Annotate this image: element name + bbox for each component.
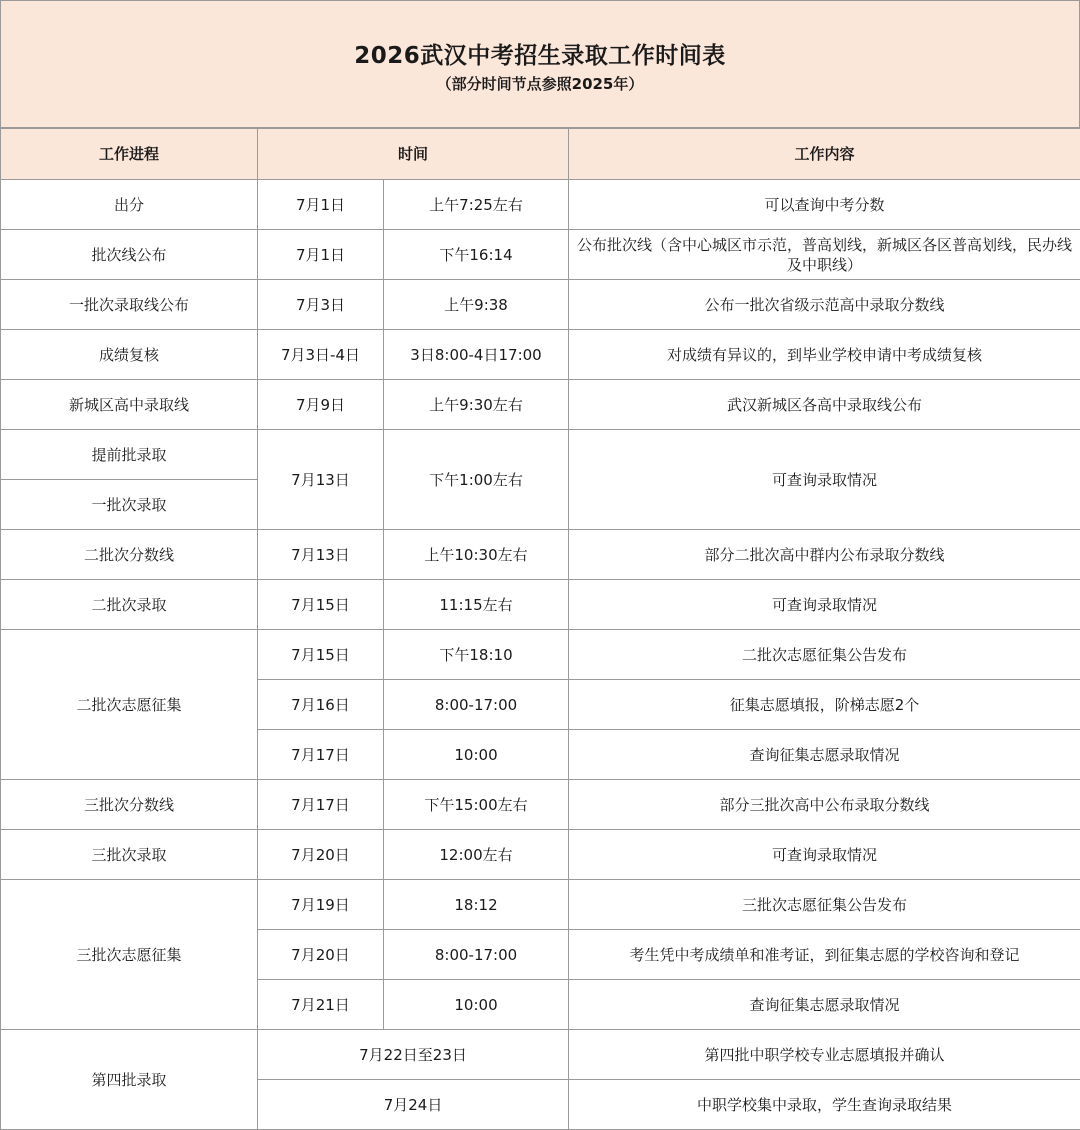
table-row <box>1 280 1080 330</box>
content-cell: 可以查询中考分数 <box>569 180 1080 230</box>
time-cell: 10:00 <box>384 730 569 780</box>
content-cell: 可查询录取情况 <box>569 580 1080 630</box>
content-cell: 部分二批次高中群内公布录取分数线 <box>569 530 1080 580</box>
content-cell: 部分三批次高中公布录取分数线 <box>569 780 1080 830</box>
content-cell: 第四批中职学校专业志愿填报并确认 <box>569 1030 1080 1080</box>
table-row <box>1 880 1080 930</box>
table-row <box>1 830 1080 880</box>
time-cell: 12:00左右 <box>384 830 569 880</box>
stage-cell: 二批次志愿征集 <box>1 630 258 780</box>
content-cell: 对成绩有异议的，到毕业学校申请中考成绩复核 <box>569 330 1080 380</box>
date-cell: 7月3日-4日 <box>258 330 384 380</box>
date-cell: 7月15日 <box>258 580 384 630</box>
time-cell: 下午18:10 <box>384 630 569 680</box>
time-cell: 上午7:25左右 <box>384 180 569 230</box>
content-cell: 武汉新城区各高中录取线公布 <box>569 380 1080 430</box>
column-header-stage: 工作进程 <box>1 129 258 180</box>
table-row <box>1 330 1080 380</box>
time-cell: 11:15左右 <box>384 580 569 630</box>
content-cell: 二批次志愿征集公告发布 <box>569 630 1080 680</box>
stage-cell: 三批次分数线 <box>1 780 258 830</box>
schedule-table <box>0 128 1080 1130</box>
time-cell: 3日8:00-4日17:00 <box>384 330 569 380</box>
time-cell: 18:12 <box>384 880 569 930</box>
stage-cell: 批次线公布 <box>1 230 258 280</box>
date-cell: 7月20日 <box>258 830 384 880</box>
stage-cell: 三批次志愿征集 <box>1 880 258 1030</box>
table-row <box>1 530 1080 580</box>
datetime-cell: 7月22日至23日 <box>258 1030 569 1080</box>
time-cell: 上午9:30左右 <box>384 380 569 430</box>
date-cell: 7月9日 <box>258 380 384 430</box>
date-cell: 7月3日 <box>258 280 384 330</box>
table-row <box>1 180 1080 230</box>
date-cell: 7月13日 <box>258 530 384 580</box>
title-block <box>0 0 1080 128</box>
page-subtitle: （部分时间节点参照2025年） <box>1 73 1079 94</box>
stage-cell: 出分 <box>1 180 258 230</box>
date-cell: 7月17日 <box>258 730 384 780</box>
content-cell: 三批次志愿征集公告发布 <box>569 880 1080 930</box>
date-cell: 7月1日 <box>258 230 384 280</box>
time-cell: 上午9:38 <box>384 280 569 330</box>
table-row <box>1 630 1080 680</box>
date-cell: 7月19日 <box>258 880 384 930</box>
content-cell: 考生凭中考成绩单和准考证，到征集志愿的学校咨询和登记 <box>569 930 1080 980</box>
content-cell: 公布一批次省级示范高中录取分数线 <box>569 280 1080 330</box>
date-cell: 7月1日 <box>258 180 384 230</box>
table-header-row <box>1 129 1080 180</box>
stage-cell: 一批次录取线公布 <box>1 280 258 330</box>
date-cell: 7月21日 <box>258 980 384 1030</box>
stage-cell: 成绩复核 <box>1 330 258 380</box>
stage-cell: 二批次分数线 <box>1 530 258 580</box>
date-cell: 7月20日 <box>258 930 384 980</box>
date-cell: 7月15日 <box>258 630 384 680</box>
datetime-cell: 7月24日 <box>258 1080 569 1130</box>
stage-cell: 提前批录取 <box>1 430 258 480</box>
time-cell: 8:00-17:00 <box>384 930 569 980</box>
content-cell: 可查询录取情况 <box>569 430 1080 530</box>
stage-cell: 三批次录取 <box>1 830 258 880</box>
content-cell: 征集志愿填报，阶梯志愿2个 <box>569 680 1080 730</box>
page-title: 2026武汉中考招生录取工作时间表 <box>1 37 1079 70</box>
content-cell: 查询征集志愿录取情况 <box>569 980 1080 1030</box>
column-header-content: 工作内容 <box>569 129 1080 180</box>
content-cell: 可查询录取情况 <box>569 830 1080 880</box>
content-cell: 公布批次线（含中心城区市示范，普高划线，新城区各区普高划线，民办线及中职线） <box>569 230 1080 280</box>
stage-cell: 第四批录取 <box>1 1030 258 1130</box>
content-cell: 查询征集志愿录取情况 <box>569 730 1080 780</box>
stage-cell: 二批次录取 <box>1 580 258 630</box>
date-cell: 7月16日 <box>258 680 384 730</box>
time-cell: 10:00 <box>384 980 569 1030</box>
time-cell: 上午10:30左右 <box>384 530 569 580</box>
date-cell: 7月13日 <box>258 430 384 530</box>
time-cell: 下午15:00左右 <box>384 780 569 830</box>
time-cell: 下午1:00左右 <box>384 430 569 530</box>
date-cell: 7月17日 <box>258 780 384 830</box>
table-row <box>1 780 1080 830</box>
time-cell: 下午16:14 <box>384 230 569 280</box>
stage-cell: 新城区高中录取线 <box>1 380 258 430</box>
table-row <box>1 380 1080 430</box>
time-cell: 8:00-17:00 <box>384 680 569 730</box>
column-header-time: 时间 <box>258 129 569 180</box>
stage-cell: 一批次录取 <box>1 480 258 530</box>
table-row <box>1 230 1080 280</box>
table-row <box>1 580 1080 630</box>
table-row <box>1 430 1080 480</box>
table-row <box>1 1030 1080 1080</box>
content-cell: 中职学校集中录取，学生查询录取结果 <box>569 1080 1080 1130</box>
